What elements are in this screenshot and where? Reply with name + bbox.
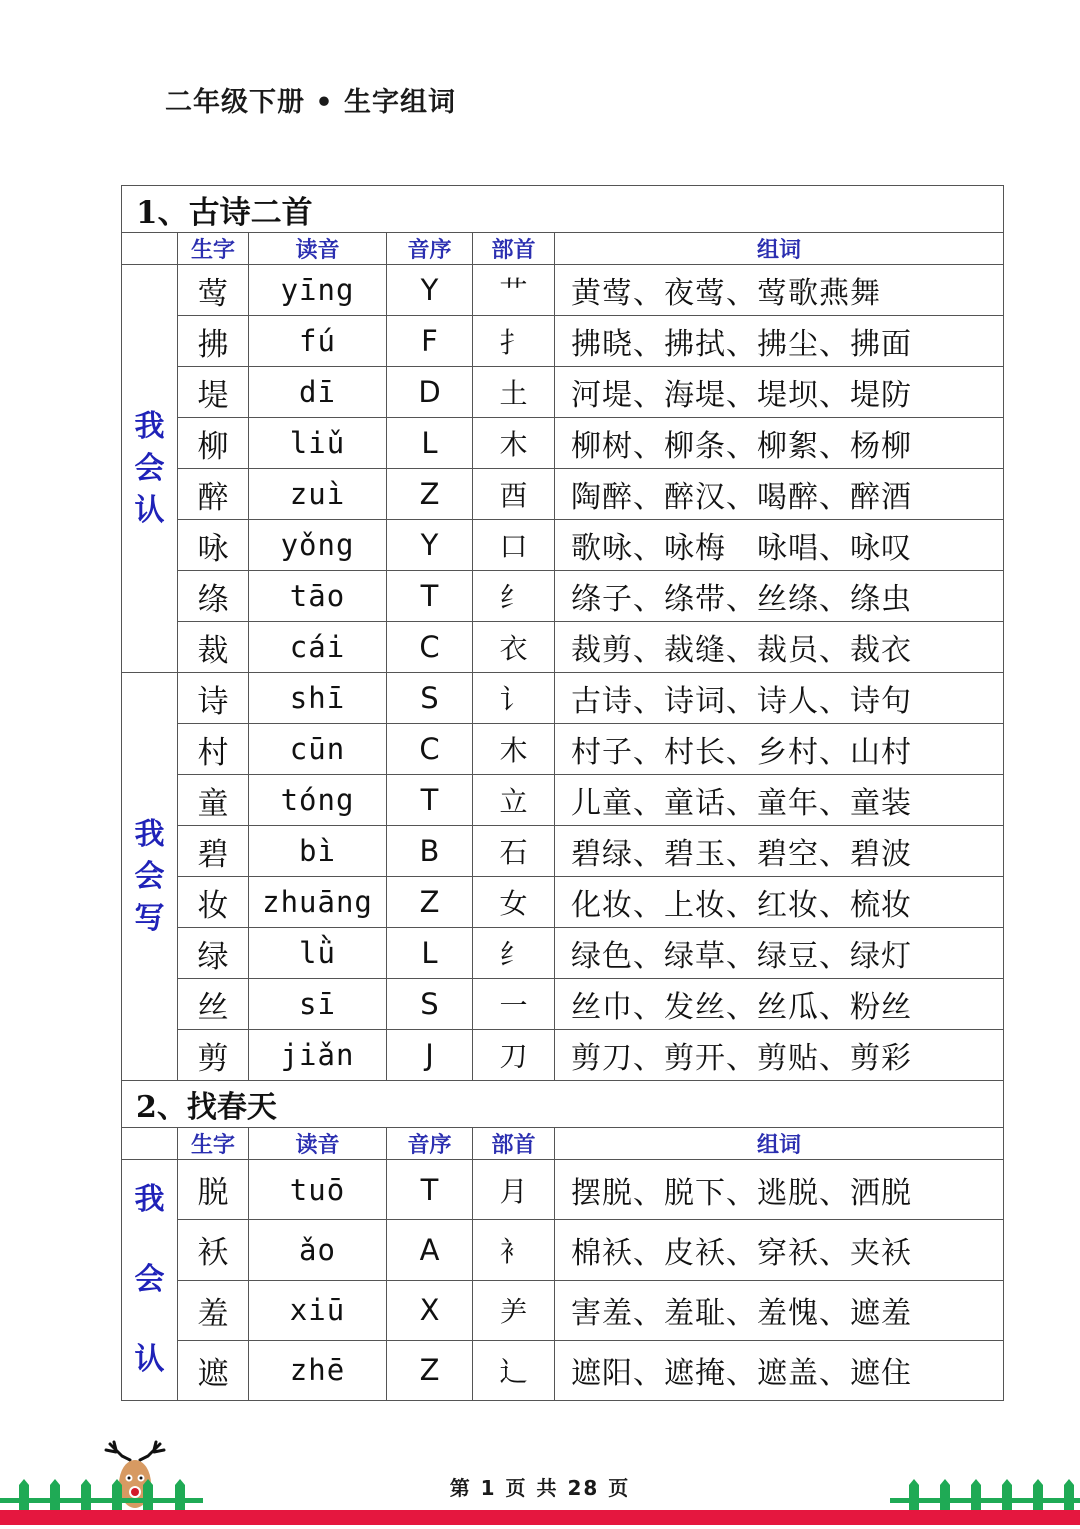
cell-phonetic-order: C bbox=[387, 724, 473, 775]
cell-word-combinations: 儿童、童话、童年、童装 bbox=[555, 775, 1004, 826]
cell-radical: ⺶ bbox=[473, 1280, 555, 1340]
cell-phonetic-order: Z bbox=[387, 469, 473, 520]
cell-word-combinations: 河堤、海堤、堤坝、堤防 bbox=[555, 367, 1004, 418]
group-label-text: 我会认 bbox=[134, 408, 165, 528]
table-row bbox=[122, 1340, 1004, 1400]
table-row bbox=[122, 1030, 1004, 1081]
cell-word-combinations: 柳树、柳条、柳絮、杨柳 bbox=[555, 418, 1004, 469]
cell-radical: 月 bbox=[473, 1160, 555, 1220]
cell-character: 堤 bbox=[178, 367, 249, 418]
cell-phonetic-order: S bbox=[387, 673, 473, 724]
cell-character: 诗 bbox=[178, 673, 249, 724]
cell-phonetic-order: Z bbox=[387, 1340, 473, 1400]
table-row bbox=[122, 316, 1004, 367]
cell-radical: 木 bbox=[473, 724, 555, 775]
cell-character: 莺 bbox=[178, 265, 249, 316]
cell-word-combinations: 绿色、绿草、绿豆、绿灯 bbox=[555, 928, 1004, 979]
cell-character: 童 bbox=[178, 775, 249, 826]
cell-character: 绦 bbox=[178, 571, 249, 622]
cell-pinyin: shī bbox=[249, 673, 387, 724]
cell-phonetic-order: T bbox=[387, 571, 473, 622]
cell-radical: 土 bbox=[473, 367, 555, 418]
cell-radical: 女 bbox=[473, 877, 555, 928]
cell-pinyin: cūn bbox=[249, 724, 387, 775]
cell-phonetic-order: S bbox=[387, 979, 473, 1030]
footer-band bbox=[0, 1510, 1080, 1525]
table-row bbox=[122, 928, 1004, 979]
cell-pinyin: jiǎn bbox=[249, 1030, 387, 1081]
cell-character: 村 bbox=[178, 724, 249, 775]
vocabulary-table bbox=[121, 185, 1004, 1401]
page-number: 第 1 页 共 28 页 bbox=[449, 1476, 631, 1500]
cell-word-combinations: 村子、村长、乡村、山村 bbox=[555, 724, 1004, 775]
column-header-row bbox=[122, 233, 1004, 265]
cell-radical: 木 bbox=[473, 418, 555, 469]
table-row bbox=[122, 877, 1004, 928]
cell-word-combinations: 古诗、诗词、诗人、诗句 bbox=[555, 673, 1004, 724]
cell-radical: 酉 bbox=[473, 469, 555, 520]
table-row bbox=[122, 418, 1004, 469]
cell-pinyin: ǎo bbox=[249, 1220, 387, 1280]
cell-radical: 艹 bbox=[473, 265, 555, 316]
header-pinyin: 读音 bbox=[249, 1128, 387, 1160]
cell-word-combinations: 拂晓、拂拭、拂尘、拂面 bbox=[555, 316, 1004, 367]
document-title: 二年级下册 • 生字组词 bbox=[165, 87, 457, 118]
cell-character: 碧 bbox=[178, 826, 249, 877]
group-label bbox=[122, 1160, 178, 1401]
cell-phonetic-order: F bbox=[387, 316, 473, 367]
cell-pinyin: zhē bbox=[249, 1340, 387, 1400]
cell-word-combinations: 遮阳、遮掩、遮盖、遮住 bbox=[555, 1340, 1004, 1400]
cell-pinyin: tóng bbox=[249, 775, 387, 826]
cell-phonetic-order: A bbox=[387, 1220, 473, 1280]
cell-word-combinations: 害羞、羞耻、羞愧、遮羞 bbox=[555, 1280, 1004, 1340]
table-row bbox=[122, 571, 1004, 622]
cell-pinyin: tāo bbox=[249, 571, 387, 622]
cell-character: 咏 bbox=[178, 520, 249, 571]
cell-word-combinations: 绦子、绦带、丝绦、绦虫 bbox=[555, 571, 1004, 622]
cell-word-combinations: 棉袄、皮袄、穿袄、夹袄 bbox=[555, 1220, 1004, 1280]
table-row bbox=[122, 1280, 1004, 1340]
cell-phonetic-order: L bbox=[387, 928, 473, 979]
table-row bbox=[122, 673, 1004, 724]
header-radical: 部首 bbox=[473, 1128, 555, 1160]
group-label bbox=[122, 673, 178, 1081]
table-row bbox=[122, 775, 1004, 826]
cell-pinyin: xiū bbox=[249, 1280, 387, 1340]
cell-radical: 衤 bbox=[473, 1220, 555, 1280]
cell-radical: 扌 bbox=[473, 316, 555, 367]
header-order: 音序 bbox=[387, 233, 473, 265]
cell-character: 袄 bbox=[178, 1220, 249, 1280]
table-row bbox=[122, 724, 1004, 775]
cell-pinyin: yīng bbox=[249, 265, 387, 316]
cell-phonetic-order: T bbox=[387, 775, 473, 826]
cell-word-combinations: 丝巾、发丝、丝瓜、粉丝 bbox=[555, 979, 1004, 1030]
cell-pinyin: yǒng bbox=[249, 520, 387, 571]
section-title-row bbox=[122, 186, 1004, 233]
cell-word-combinations: 裁剪、裁缝、裁员、裁衣 bbox=[555, 622, 1004, 673]
header-order: 音序 bbox=[387, 1128, 473, 1160]
cell-pinyin: cái bbox=[249, 622, 387, 673]
cell-word-combinations: 摆脱、脱下、逃脱、洒脱 bbox=[555, 1160, 1004, 1220]
header-blank bbox=[122, 1128, 178, 1160]
header-char: 生字 bbox=[178, 233, 249, 265]
cell-pinyin: liǔ bbox=[249, 418, 387, 469]
column-header-row bbox=[122, 1128, 1004, 1160]
group-label bbox=[122, 265, 178, 673]
cell-character: 剪 bbox=[178, 1030, 249, 1081]
cell-character: 羞 bbox=[178, 1280, 249, 1340]
section-title: 1、古诗二首 bbox=[122, 186, 1004, 233]
table-row bbox=[122, 367, 1004, 418]
header-words: 组词 bbox=[555, 1128, 1004, 1160]
cell-pinyin: fú bbox=[249, 316, 387, 367]
cell-radical: 立 bbox=[473, 775, 555, 826]
cell-phonetic-order: L bbox=[387, 418, 473, 469]
cell-radical: 讠 bbox=[473, 673, 555, 724]
cell-radical: 纟 bbox=[473, 928, 555, 979]
cell-word-combinations: 陶醉、醉汉、喝醉、醉酒 bbox=[555, 469, 1004, 520]
cell-word-combinations: 黄莺、夜莺、莺歌燕舞 bbox=[555, 265, 1004, 316]
header-radical: 部首 bbox=[473, 233, 555, 265]
group-label-text: 我会写 bbox=[134, 816, 165, 936]
cell-radical: 刀 bbox=[473, 1030, 555, 1081]
cell-radical: 一 bbox=[473, 979, 555, 1030]
table-row bbox=[122, 1220, 1004, 1280]
cell-pinyin: lǜ bbox=[249, 928, 387, 979]
cell-phonetic-order: B bbox=[387, 826, 473, 877]
cell-radical: 衣 bbox=[473, 622, 555, 673]
cell-phonetic-order: Y bbox=[387, 520, 473, 571]
cell-radical: 口 bbox=[473, 520, 555, 571]
cell-word-combinations: 歌咏、咏梅 咏唱、咏叹 bbox=[555, 520, 1004, 571]
cell-character: 拂 bbox=[178, 316, 249, 367]
cell-word-combinations: 剪刀、剪开、剪贴、剪彩 bbox=[555, 1030, 1004, 1081]
cell-pinyin: tuō bbox=[249, 1160, 387, 1220]
cell-phonetic-order: J bbox=[387, 1030, 473, 1081]
cell-character: 绿 bbox=[178, 928, 249, 979]
cell-word-combinations: 化妆、上妆、红妆、梳妆 bbox=[555, 877, 1004, 928]
cell-pinyin: zhuāng bbox=[249, 877, 387, 928]
table-row bbox=[122, 1160, 1004, 1220]
header-blank bbox=[122, 233, 178, 265]
table-row bbox=[122, 265, 1004, 316]
cell-character: 脱 bbox=[178, 1160, 249, 1220]
cell-phonetic-order: T bbox=[387, 1160, 473, 1220]
cell-character: 遮 bbox=[178, 1340, 249, 1400]
cell-word-combinations: 碧绿、碧玉、碧空、碧波 bbox=[555, 826, 1004, 877]
table-row bbox=[122, 622, 1004, 673]
section-title-row bbox=[122, 1081, 1004, 1128]
header-words: 组词 bbox=[555, 233, 1004, 265]
cell-character: 妆 bbox=[178, 877, 249, 928]
cell-character: 裁 bbox=[178, 622, 249, 673]
header-char: 生字 bbox=[178, 1128, 249, 1160]
section-title: 2、找春天 bbox=[122, 1081, 1004, 1128]
cell-character: 丝 bbox=[178, 979, 249, 1030]
cell-phonetic-order: C bbox=[387, 622, 473, 673]
cell-phonetic-order: X bbox=[387, 1280, 473, 1340]
cell-character: 柳 bbox=[178, 418, 249, 469]
cell-pinyin: bì bbox=[249, 826, 387, 877]
cell-radical: 纟 bbox=[473, 571, 555, 622]
cell-phonetic-order: Z bbox=[387, 877, 473, 928]
table-row bbox=[122, 979, 1004, 1030]
cell-radical: 石 bbox=[473, 826, 555, 877]
table-row bbox=[122, 826, 1004, 877]
cell-phonetic-order: D bbox=[387, 367, 473, 418]
table-row bbox=[122, 469, 1004, 520]
header-pinyin: 读音 bbox=[249, 233, 387, 265]
cell-radical: 辶 bbox=[473, 1340, 555, 1400]
cell-pinyin: dī bbox=[249, 367, 387, 418]
cell-pinyin: zuì bbox=[249, 469, 387, 520]
group-label-text: 我会认 bbox=[134, 1182, 165, 1377]
cell-character: 醉 bbox=[178, 469, 249, 520]
table-row bbox=[122, 520, 1004, 571]
cell-pinyin: sī bbox=[249, 979, 387, 1030]
cell-phonetic-order: Y bbox=[387, 265, 473, 316]
